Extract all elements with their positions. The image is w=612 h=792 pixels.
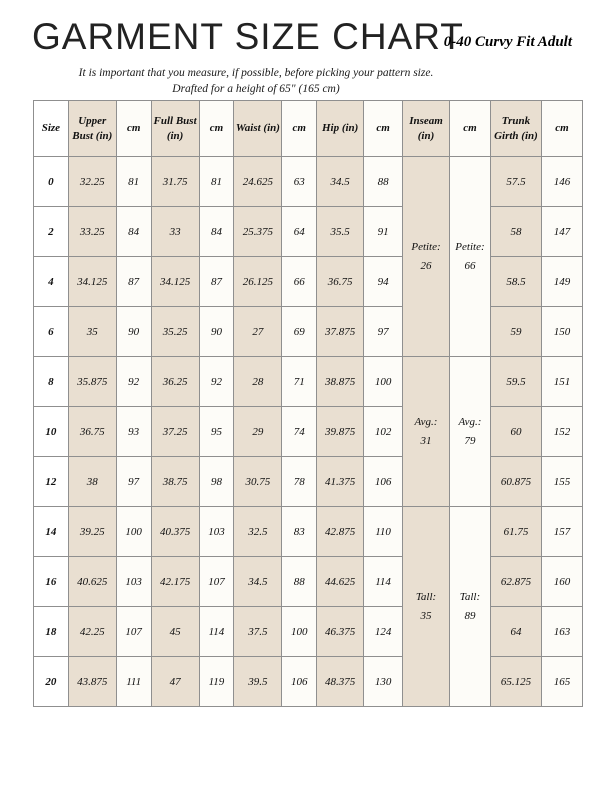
cell-waist-cm: 88 xyxy=(282,557,317,607)
cell-trunk-girth-in: 57.5 xyxy=(490,157,541,207)
cell-upper-bust-cm: 81 xyxy=(116,157,151,207)
cell-hip-cm: 124 xyxy=(364,607,403,657)
cell-waist-in: 24.625 xyxy=(234,157,282,207)
cell-hip-in: 36.75 xyxy=(317,257,364,307)
inseam-group-label: Petite: xyxy=(455,240,485,253)
cell-trunk-girth-in: 60 xyxy=(490,407,541,457)
cell-hip-cm: 97 xyxy=(364,307,403,357)
cell-waist-cm: 74 xyxy=(282,407,317,457)
cell-waist-in: 37.5 xyxy=(234,607,282,657)
height-note: Drafted for a height of 65" (165 cm) xyxy=(172,83,340,95)
cell-full-bust-in: 34.125 xyxy=(151,257,199,307)
cell-full-bust-cm: 98 xyxy=(199,457,234,507)
table-row-size-16 xyxy=(34,557,583,607)
cell-inseam-tall-in xyxy=(403,507,450,707)
cell-trunk-girth-cm: 147 xyxy=(542,207,583,257)
cell-trunk-girth-in: 59 xyxy=(490,307,541,357)
col-full-bust-cm: cm xyxy=(199,101,234,157)
header-row xyxy=(34,101,583,157)
cell-waist-cm: 64 xyxy=(282,207,317,257)
cell-hip-in: 35.5 xyxy=(317,207,364,257)
cell-inseam-avg-cm xyxy=(450,357,491,507)
cell-upper-bust-cm: 97 xyxy=(116,457,151,507)
cell-waist-in: 39.5 xyxy=(234,657,282,707)
cell-full-bust-in: 33 xyxy=(151,207,199,257)
cell-hip-cm: 100 xyxy=(364,357,403,407)
col-hip-cm: cm xyxy=(364,101,403,157)
table-row-size-14 xyxy=(34,507,583,557)
cell-upper-bust-cm: 111 xyxy=(116,657,151,707)
cell-waist-in: 30.75 xyxy=(234,457,282,507)
col-full-bust-in: Full Bust (in) xyxy=(151,101,199,157)
cell-trunk-girth-cm: 146 xyxy=(542,157,583,207)
cell-upper-bust-in: 40.625 xyxy=(68,557,116,607)
inseam-group-value: 79 xyxy=(464,434,476,447)
cell-hip-in: 42.875 xyxy=(317,507,364,557)
cell-full-bust-in: 47 xyxy=(151,657,199,707)
col-hip-in: Hip (in) xyxy=(317,101,364,157)
inseam-group-value: 66 xyxy=(464,259,476,272)
cell-trunk-girth-cm: 163 xyxy=(542,607,583,657)
cell-full-bust-cm: 95 xyxy=(199,407,234,457)
cell-upper-bust-cm: 90 xyxy=(116,307,151,357)
col-upper-bust-in: Upper Bust (in) xyxy=(68,101,116,157)
cell-full-bust-cm: 103 xyxy=(199,507,234,557)
col-size: Size xyxy=(34,101,69,157)
inseam-group-value: 35 xyxy=(420,609,432,622)
cell-size: 2 xyxy=(34,207,69,257)
table-row-size-18 xyxy=(34,607,583,657)
inseam-group-value: 31 xyxy=(420,434,432,447)
cell-waist-in: 29 xyxy=(234,407,282,457)
cell-upper-bust-cm: 107 xyxy=(116,607,151,657)
cell-inseam-avg-in xyxy=(403,357,450,507)
table-row-size-0 xyxy=(34,157,583,207)
cell-waist-in: 26.125 xyxy=(234,257,282,307)
cell-trunk-girth-cm: 150 xyxy=(542,307,583,357)
cell-trunk-girth-cm: 149 xyxy=(542,257,583,307)
cell-full-bust-in: 40.375 xyxy=(151,507,199,557)
cell-hip-in: 39.875 xyxy=(317,407,364,457)
cell-trunk-girth-in: 65.125 xyxy=(490,657,541,707)
cell-upper-bust-in: 32.25 xyxy=(68,157,116,207)
cell-waist-cm: 63 xyxy=(282,157,317,207)
cell-upper-bust-in: 35.875 xyxy=(68,357,116,407)
inseam-group-value: 89 xyxy=(464,609,476,622)
cell-full-bust-in: 37.25 xyxy=(151,407,199,457)
cell-inseam-petite-cm xyxy=(450,157,491,357)
cell-upper-bust-in: 35 xyxy=(68,307,116,357)
cell-trunk-girth-in: 64 xyxy=(490,607,541,657)
cell-upper-bust-in: 34.125 xyxy=(68,257,116,307)
cell-trunk-girth-in: 58.5 xyxy=(490,257,541,307)
cell-upper-bust-in: 43.875 xyxy=(68,657,116,707)
cell-trunk-girth-cm: 157 xyxy=(542,507,583,557)
cell-waist-in: 28 xyxy=(234,357,282,407)
cell-hip-cm: 102 xyxy=(364,407,403,457)
cell-size: 14 xyxy=(34,507,69,557)
cell-full-bust-in: 42.175 xyxy=(151,557,199,607)
cell-waist-cm: 106 xyxy=(282,657,317,707)
cell-full-bust-cm: 114 xyxy=(199,607,234,657)
table-row-size-20 xyxy=(34,657,583,707)
cell-inseam-petite-in xyxy=(403,157,450,357)
cell-waist-cm: 66 xyxy=(282,257,317,307)
measure-note: It is important that you measure, if possible, before picking your pattern size. xyxy=(78,67,434,79)
table-row-size-10 xyxy=(34,407,583,457)
inseam-group-label: Petite: xyxy=(411,240,441,253)
cell-hip-in: 44.625 xyxy=(317,557,364,607)
cell-size: 6 xyxy=(34,307,69,357)
cell-hip-cm: 91 xyxy=(364,207,403,257)
cell-inseam-tall-cm xyxy=(450,507,491,707)
cell-hip-cm: 130 xyxy=(364,657,403,707)
cell-trunk-girth-cm: 152 xyxy=(542,407,583,457)
cell-upper-bust-in: 42.25 xyxy=(68,607,116,657)
cell-full-bust-cm: 84 xyxy=(199,207,234,257)
cell-trunk-girth-in: 60.875 xyxy=(490,457,541,507)
cell-size: 18 xyxy=(34,607,69,657)
inseam-group-label: Avg.: xyxy=(458,415,482,428)
col-upper-bust-cm: cm xyxy=(116,101,151,157)
cell-hip-in: 41.375 xyxy=(317,457,364,507)
cell-waist-in: 27 xyxy=(234,307,282,357)
cell-size: 8 xyxy=(34,357,69,407)
table-row-size-2 xyxy=(34,207,583,257)
cell-trunk-girth-cm: 155 xyxy=(542,457,583,507)
cell-size: 12 xyxy=(34,457,69,507)
garment-size-table xyxy=(33,100,583,707)
cell-upper-bust-in: 33.25 xyxy=(68,207,116,257)
cell-size: 4 xyxy=(34,257,69,307)
cell-hip-cm: 94 xyxy=(364,257,403,307)
cell-size: 16 xyxy=(34,557,69,607)
cell-trunk-girth-in: 59.5 xyxy=(490,357,541,407)
table-row-size-4 xyxy=(34,257,583,307)
cell-waist-in: 25.375 xyxy=(234,207,282,257)
cell-waist-cm: 78 xyxy=(282,457,317,507)
col-inseam-cm: cm xyxy=(450,101,491,157)
cell-waist-cm: 69 xyxy=(282,307,317,357)
cell-upper-bust-in: 39.25 xyxy=(68,507,116,557)
cell-size: 10 xyxy=(34,407,69,457)
cell-trunk-girth-cm: 165 xyxy=(542,657,583,707)
cell-waist-cm: 100 xyxy=(282,607,317,657)
cell-upper-bust-cm: 92 xyxy=(116,357,151,407)
table-row-size-8 xyxy=(34,357,583,407)
page-title: GARMENT SIZE CHART xyxy=(32,16,464,57)
cell-hip-cm: 106 xyxy=(364,457,403,507)
cell-trunk-girth-in: 61.75 xyxy=(490,507,541,557)
cell-upper-bust-cm: 84 xyxy=(116,207,151,257)
inseam-group-label: Tall: xyxy=(459,590,481,603)
cell-trunk-girth-in: 62.875 xyxy=(490,557,541,607)
cell-upper-bust-cm: 100 xyxy=(116,507,151,557)
inseam-group-label: Tall: xyxy=(415,590,437,603)
cell-hip-in: 48.375 xyxy=(317,657,364,707)
cell-size: 20 xyxy=(34,657,69,707)
cell-full-bust-in: 35.25 xyxy=(151,307,199,357)
cell-waist-cm: 83 xyxy=(282,507,317,557)
cell-trunk-girth-cm: 160 xyxy=(542,557,583,607)
cell-hip-cm: 110 xyxy=(364,507,403,557)
cell-size: 0 xyxy=(34,157,69,207)
fit-range-label: 0-40 Curvy Fit Adult xyxy=(443,34,572,50)
cell-hip-cm: 88 xyxy=(364,157,403,207)
cell-upper-bust-cm: 87 xyxy=(116,257,151,307)
cell-full-bust-cm: 92 xyxy=(199,357,234,407)
cell-full-bust-in: 36.25 xyxy=(151,357,199,407)
cell-upper-bust-in: 36.75 xyxy=(68,407,116,457)
inseam-group-label: Avg.: xyxy=(414,415,438,428)
cell-waist-cm: 71 xyxy=(282,357,317,407)
cell-upper-bust-cm: 103 xyxy=(116,557,151,607)
table-row-size-6 xyxy=(34,307,583,357)
cell-full-bust-cm: 107 xyxy=(199,557,234,607)
cell-upper-bust-cm: 93 xyxy=(116,407,151,457)
col-trunk-girth-in: Trunk Girth (in) xyxy=(490,101,541,157)
cell-hip-in: 38.875 xyxy=(317,357,364,407)
cell-full-bust-in: 38.75 xyxy=(151,457,199,507)
cell-upper-bust-in: 38 xyxy=(68,457,116,507)
cell-trunk-girth-cm: 151 xyxy=(542,357,583,407)
cell-full-bust-in: 31.75 xyxy=(151,157,199,207)
col-waist-in: Waist (in) xyxy=(234,101,282,157)
table-row-size-12 xyxy=(34,457,583,507)
cell-hip-cm: 114 xyxy=(364,557,403,607)
cell-waist-in: 34.5 xyxy=(234,557,282,607)
cell-trunk-girth-in: 58 xyxy=(490,207,541,257)
cell-full-bust-cm: 81 xyxy=(199,157,234,207)
cell-hip-in: 46.375 xyxy=(317,607,364,657)
cell-hip-in: 34.5 xyxy=(317,157,364,207)
cell-full-bust-cm: 87 xyxy=(199,257,234,307)
cell-full-bust-cm: 90 xyxy=(199,307,234,357)
col-waist-cm: cm xyxy=(282,101,317,157)
cell-full-bust-in: 45 xyxy=(151,607,199,657)
col-inseam-in: Inseam (in) xyxy=(403,101,450,157)
inseam-group-value: 26 xyxy=(420,259,432,272)
cell-waist-in: 32.5 xyxy=(234,507,282,557)
col-trunk-girth-cm: cm xyxy=(542,101,583,157)
cell-hip-in: 37.875 xyxy=(317,307,364,357)
cell-full-bust-cm: 119 xyxy=(199,657,234,707)
